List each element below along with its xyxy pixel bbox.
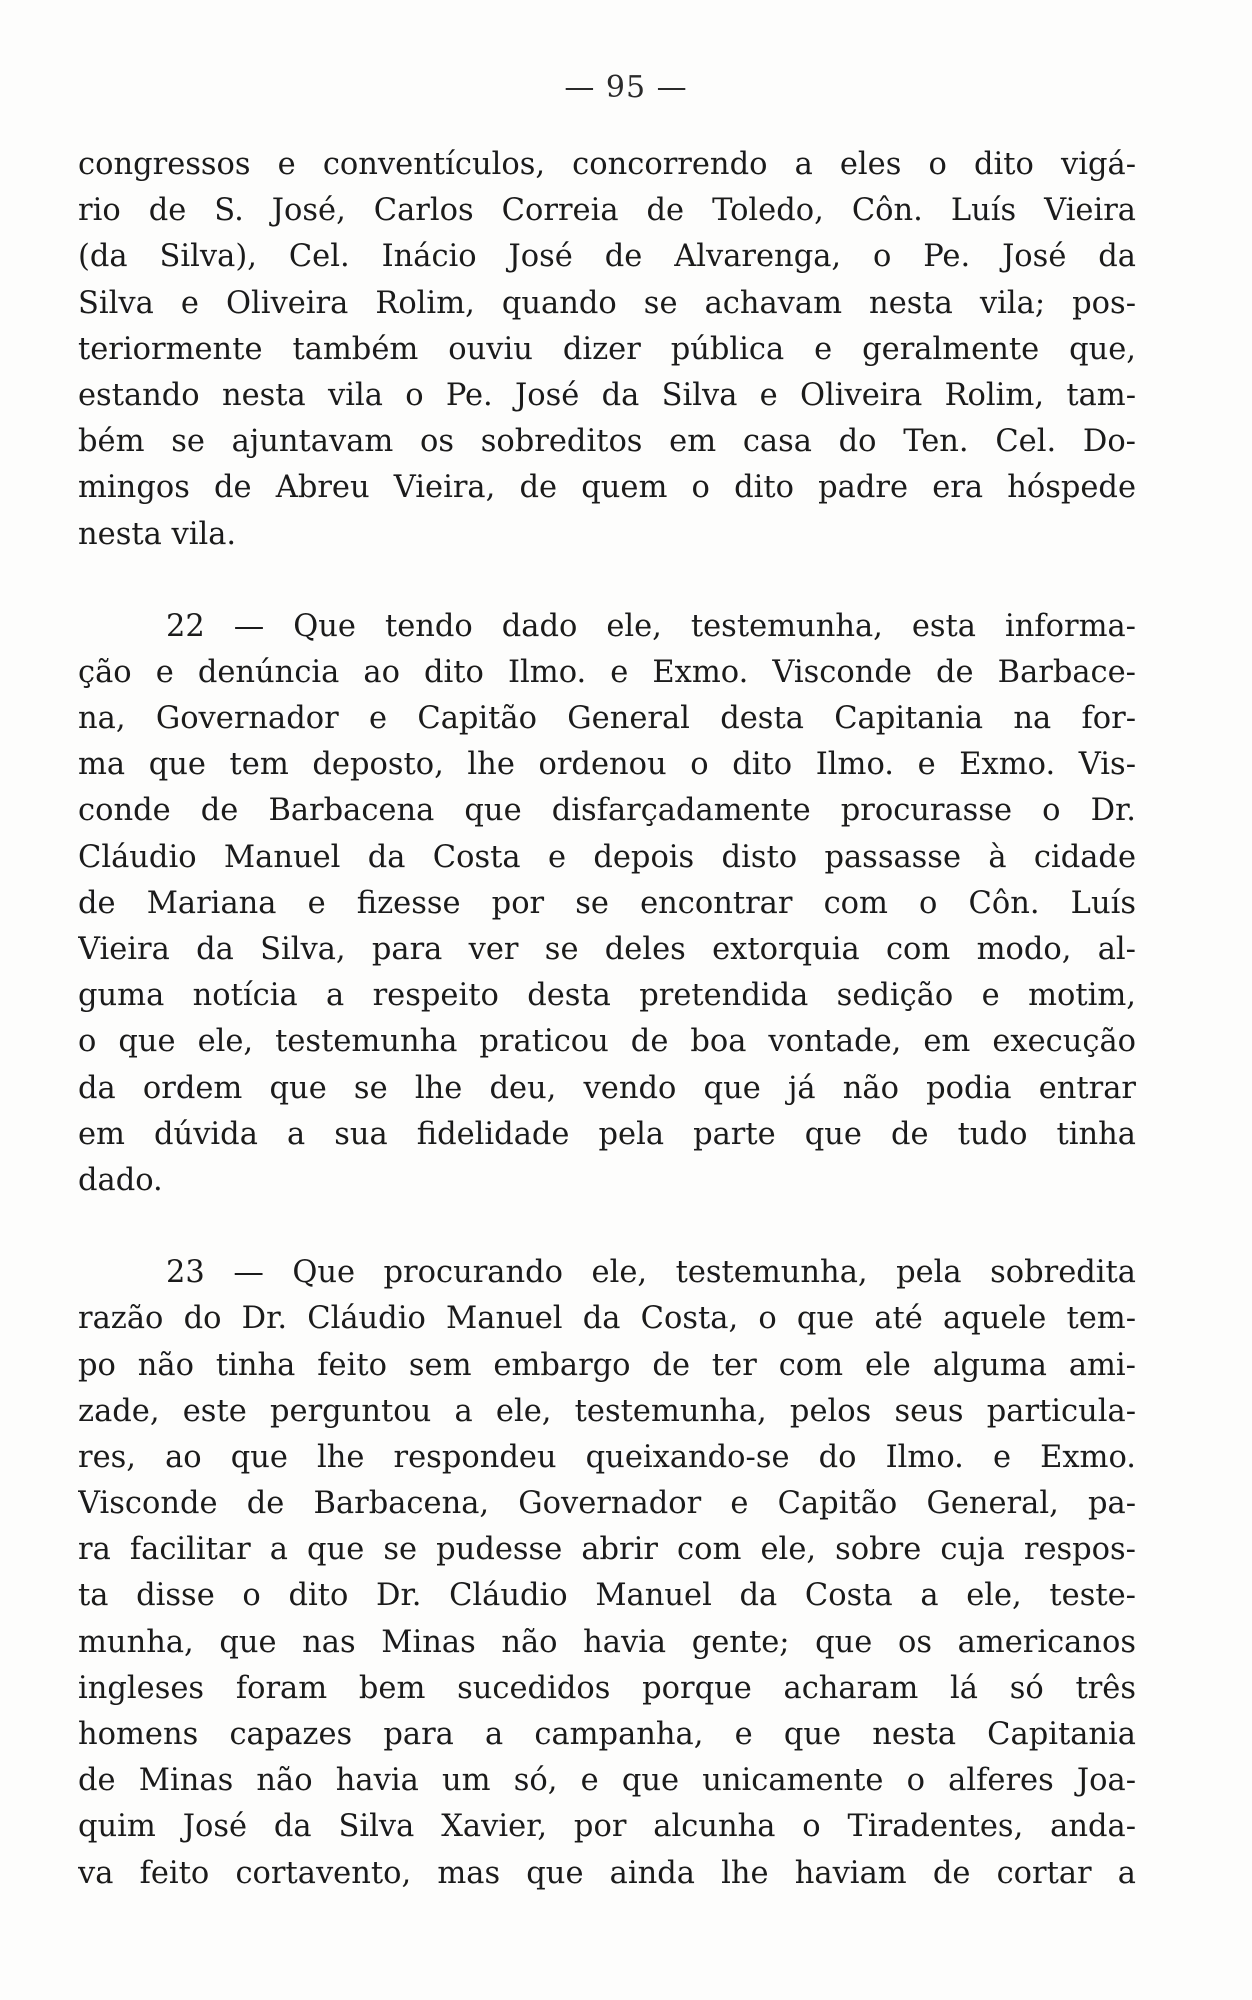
text-line: mingos de Abreu Vieira, de quem o dito padre era hóspede xyxy=(78,470,1136,506)
text-line: de Minas não havia um só, e que unicamente o alferes Joa- xyxy=(78,1763,1136,1799)
text-line: zade, este perguntou a ele, testemunha, pelos seus particula- xyxy=(78,1393,1136,1429)
text-line: po não tinha feito sem embargo de ter com ele alguma ami- xyxy=(78,1347,1136,1383)
text-line: Vieira da Silva, para ver se deles extorquia com modo, al- xyxy=(78,932,1136,967)
text-line: rio de S. José, Carlos Correia de Toledo, Côn. Luís Vieira xyxy=(78,193,1136,229)
text-line: teriormente também ouviu dizer pública e geralmente que, xyxy=(78,331,1136,367)
text-line: ta disse o dito Dr. Cláudio Manuel da Costa a ele, teste- xyxy=(78,1578,1136,1614)
text-line: da ordem que se lhe deu, vendo que já não podia entrar xyxy=(78,1070,1136,1106)
text-line: na, Governador e Capitão General desta Capitania na for- xyxy=(78,701,1136,737)
text-line: Visconde de Barbacena, Governador e Capitão General, pa- xyxy=(78,1486,1136,1522)
text-line: Cláudio Manuel da Costa e depois disto passasse à cidade xyxy=(78,839,1136,875)
text-line: de Mariana e fizesse por se encontrar com o Côn. Luís xyxy=(78,885,1136,921)
page-number: — 95 — xyxy=(564,70,688,105)
text-line: ra facilitar a que se pudesse abrir com ele, sobre cuja respos- xyxy=(78,1532,1136,1568)
text-line: quim José da Silva Xavier, por alcunha o Tiradentes, anda- xyxy=(78,1809,1136,1845)
text-line: 22 — Que tendo dado ele, testemunha, esta informa- xyxy=(166,608,1136,644)
body-text xyxy=(78,142,1136,1897)
text-line: o que ele, testemunha praticou de boa vontade, em execução xyxy=(78,1024,1136,1060)
text-line: congressos e conventículos, concorrendo a eles o dito vigá- xyxy=(78,147,1136,182)
text-line: ingleses foram bem sucedidos porque acharam lá só três xyxy=(78,1670,1136,1706)
text-line: razão do Dr. Cláudio Manuel da Costa, o que até aquele tem- xyxy=(78,1301,1136,1337)
text-line: ma que tem deposto, lhe ordenou o dito Ilmo. e Exmo. Vis- xyxy=(78,747,1136,783)
paragraph-gap xyxy=(78,1204,1136,1250)
text-line: 23 — Que procurando ele, testemunha, pela sobredita xyxy=(166,1255,1136,1291)
text-line: estando nesta vila o Pe. José da Silva e Oliveira Rolim, tam- xyxy=(78,377,1136,413)
text-line: Silva e Oliveira Rolim, quando se achavam nesta vila; pos- xyxy=(78,285,1136,321)
text-line: homens capazes para a campanha, e que nesta Capitania xyxy=(78,1717,1136,1752)
text-line: (da Silva), Cel. Inácio José de Alvarenga, o Pe. José da xyxy=(78,239,1136,275)
text-line: dado. xyxy=(78,1162,163,1198)
text-line: ção e denúncia ao dito Ilmo. e Exmo. Visconde de Barbace- xyxy=(78,654,1136,690)
text-line: guma notícia a respeito desta pretendida sedição e motim, xyxy=(78,978,1136,1014)
paragraph-3 xyxy=(78,1250,1136,1897)
text-line: munha, que nas Minas não havia gente; que os americanos xyxy=(78,1624,1136,1660)
text-line: nesta vila. xyxy=(78,516,237,552)
text-line: bém se ajuntavam os sobreditos em casa do Ten. Cel. Do- xyxy=(78,424,1136,460)
paragraph-2 xyxy=(78,604,1136,1204)
paragraph-gap xyxy=(78,558,1136,604)
text-line: em dúvida a sua fidelidade pela parte que de tudo tinha xyxy=(78,1116,1136,1152)
text-line: va feito cortavento, mas que ainda lhe haviam de cortar a xyxy=(78,1855,1136,1891)
paragraph-1 xyxy=(78,142,1136,558)
text-line: res, ao que lhe respondeu queixando-se do Ilmo. e Exmo. xyxy=(78,1439,1136,1475)
text-line: conde de Barbacena que disfarçadamente procurasse o Dr. xyxy=(78,793,1136,829)
